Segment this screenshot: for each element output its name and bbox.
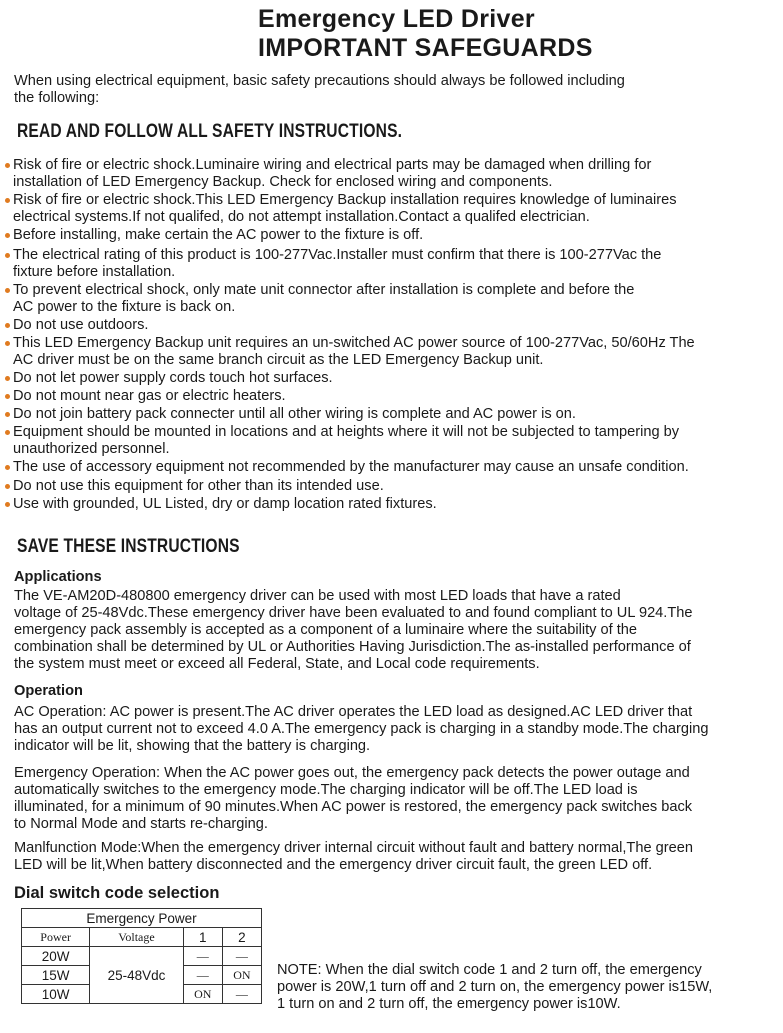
power-cell: 20W — [22, 947, 90, 966]
table-row — [22, 947, 262, 966]
dial-switch-table — [21, 908, 262, 1004]
switch-1-cell: — — [183, 947, 222, 966]
operation-heading: Operation — [14, 683, 83, 699]
voltage-cell: 25-48Vdc — [90, 947, 183, 1004]
column-header-switch-2: 2 — [222, 928, 261, 947]
switch-1-cell: — — [183, 966, 222, 985]
switch-2-cell: — — [222, 947, 261, 966]
safety-bullet-list — [4, 157, 779, 514]
save-heading: SAVE THESE INSTRUCTIONS — [17, 535, 240, 557]
column-header-switch-1: 1 — [183, 928, 222, 947]
list-item: Before installing, make certain the AC power to the fixture is off. — [4, 227, 779, 244]
list-item: Do not use this equipment for other than its intended use. — [4, 478, 779, 495]
power-cell: 10W — [22, 985, 90, 1004]
table-title: Emergency Power — [22, 909, 262, 928]
list-item: Do not use outdoors. — [4, 317, 779, 334]
emergency-operation-text: Emergency Operation: When the AC power goes out, the emergency pack detects the power outage and automatically switches to the emergency mode.The charging indicator will be off.The LED load is illuminated, for a minimum of 90 minutes.When AC power is restored, the emergency pack switches back to Normal Mode and starts re-charging. — [14, 765, 693, 832]
document-subtitle: IMPORTANT SAFEGUARDS — [258, 34, 593, 62]
column-header-voltage: Voltage — [90, 928, 183, 947]
list-item: This LED Emergency Backup unit requires an un-switched AC power source of 100-277Vac, 50/60Hz The AC driver must be on the same branch circuit as the LED Emergency Backup unit. — [4, 335, 779, 369]
switch-2-cell: — — [222, 985, 261, 1004]
dial-switch-heading: Dial switch code selection — [14, 884, 220, 902]
document-title: Emergency LED Driver — [258, 5, 535, 33]
list-item: Do not mount near gas or electric heaters. — [4, 388, 779, 405]
list-item: The electrical rating of this product is 100-277Vac.Installer must confirm that there is 100-277Vac the fixture before installation. — [4, 247, 779, 281]
switch-1-cell: ON — [183, 985, 222, 1004]
list-item: Risk of fire or electric shock.Luminaire wiring and electrical parts may be damaged when drilling for installation of LED Emergency Backup. Check for enclosed wiring and components. — [4, 157, 779, 191]
malfunction-mode-text: Manlfunction Mode:When the emergency driver internal circuit without fault and battery normal,The green LED will be lit,When battery disconnected and the emergency driver circuit fault, the green LED off. — [14, 840, 693, 873]
applications-heading: Applications — [14, 569, 102, 585]
list-item: Do not let power supply cords touch hot surfaces. — [4, 370, 779, 387]
dial-note: NOTE: When the dial switch code 1 and 2 turn off, the emergency power is 20W,1 turn off and 2 turn on, the emergency power is15W, 1 turn on and 2 turn off, the emergency power is10W. — [277, 962, 713, 1012]
safety-heading: READ AND FOLLOW ALL SAFETY INSTRUCTIONS. — [17, 120, 403, 142]
applications-text: The VE-AM20D-480800 emergency driver can be used with most LED loads that have a rated voltage of 25-48Vdc.These emergency driver have been evaluated to and found compliant to UL 924.The emergency pack assembly is accepted as a component of a luminaire where the suitability of the combination shall be determined by UL or Authorities Having Jurisdiction.The as-installed performance of the system must meet or exceed all Federal, State, and Local code requirements. — [14, 588, 693, 672]
list-item: Use with grounded, UL Listed, dry or damp location rated fixtures. — [4, 496, 779, 513]
ac-operation-text: AC Operation: AC power is present.The AC driver operates the LED load as designed.AC LED driver that has an output current not to exceed 4.0 A.The emergency pack is charging in a standby mode.The charging indicator will be lit, showing that the battery is charging. — [14, 704, 709, 754]
power-cell: 15W — [22, 966, 90, 985]
list-item: To prevent electrical shock, only mate unit connector after installation is complete and before the AC power to the fixture is back on. — [4, 282, 779, 316]
intro-text: When using electrical equipment, basic safety precautions should always be followed including the following: — [14, 73, 625, 106]
column-header-power: Power — [22, 928, 90, 947]
list-item: Do not join battery pack connecter until all other wiring is complete and AC power is on. — [4, 406, 779, 423]
list-item: Equipment should be mounted in locations and at heights where it will not be subjected to tampering by unauthorized personnel. — [4, 424, 779, 458]
list-item: The use of accessory equipment not recommended by the manufacturer may cause an unsafe condition. — [4, 459, 779, 476]
switch-2-cell: ON — [222, 966, 261, 985]
list-item: Risk of fire or electric shock.This LED Emergency Backup installation requires knowledge of luminaires electrical systems.If not qualifed, do not attempt installation.Contact a qualifed electrician. — [4, 192, 779, 226]
